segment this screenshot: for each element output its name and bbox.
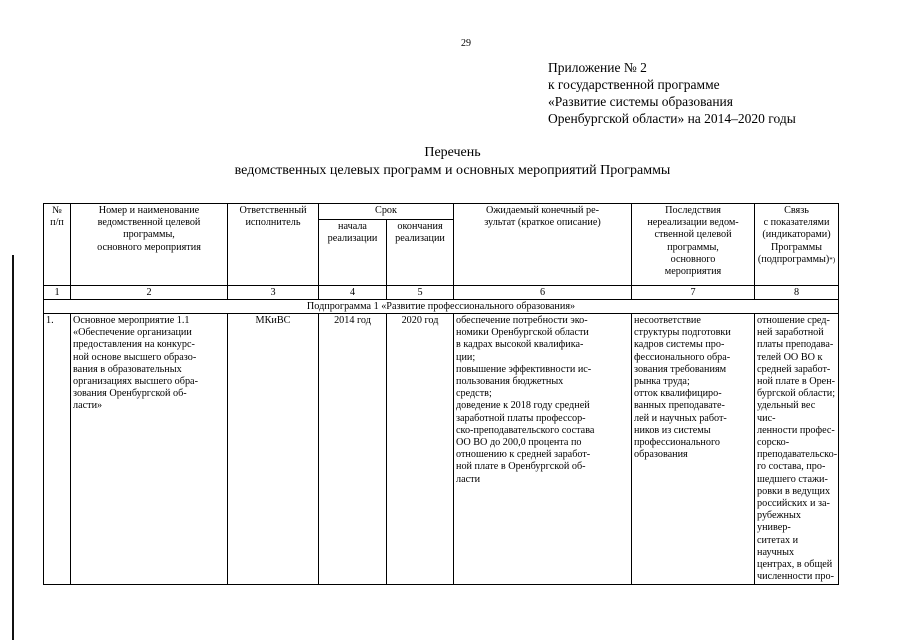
- table-row: [44, 314, 839, 585]
- appendix-line-3: «Развитие системы образования: [548, 94, 733, 109]
- column-number: 6: [454, 286, 632, 300]
- row-number: 1.: [44, 314, 71, 585]
- page-number: 29: [461, 38, 471, 49]
- column-number: 4: [319, 286, 387, 300]
- row-expected-result: обеспечение потребности эко- номики Оренбургской области в кадрах высокой квалифика- ции; повышение эффективности ис- пользования бюджетных средств; доведение к 2018 году средней заработной платы профессор- ско-преподавательского состава ОО ВО до 200,0 процента по отношению к средней заработ- ной плате в Оренбургской об- ласти: [454, 314, 632, 585]
- header-end: окончания реализации: [387, 220, 454, 286]
- header-executor: Ответственный исполнитель: [228, 204, 319, 286]
- header-indicators-footnote: *): [829, 255, 836, 264]
- column-number-row: [44, 286, 839, 300]
- header-start: начала реализации: [319, 220, 387, 286]
- appendix-block: [548, 59, 796, 127]
- subprogram-row: [44, 300, 839, 314]
- table-header-row: [44, 204, 839, 220]
- header-term: Срок: [319, 204, 454, 220]
- column-number: 2: [71, 286, 228, 300]
- header-consequences: Последствия нереализации ведом- ственной целевой программы, основного мероприятия: [632, 204, 755, 286]
- row-executor: МКиВС: [228, 314, 319, 585]
- appendix-line-4: Оренбургской области» на 2014–2020 годы: [548, 111, 796, 126]
- column-number: 1: [44, 286, 71, 300]
- header-number: № п/п: [44, 204, 71, 286]
- subprogram-title: Подпрограмма 1 «Развитие профессионального образования»: [44, 300, 839, 314]
- header-program-name: Номер и наименование ведомственной целевой программы, основного мероприятия: [71, 204, 228, 286]
- programs-table: [43, 203, 839, 585]
- appendix-line-2: к государственной программе: [548, 77, 720, 92]
- column-number: 8: [755, 286, 839, 300]
- page-edge-shadow: [12, 255, 14, 640]
- header-expected-result: Ожидаемый конечный ре- зультат (краткое описание): [454, 204, 632, 286]
- header-indicators: [755, 204, 839, 286]
- column-number: 7: [632, 286, 755, 300]
- row-end: 2020 год: [387, 314, 454, 585]
- column-number: 3: [228, 286, 319, 300]
- row-indicators: отношение сред- ней заработной платы преподава- телей ОО ВО к средней заработ- ной плате в Орен- бургской области; удельный вес чис- ленности профес- сорско- преподавательско- го состава, про- шедшего стажи- ровки в ведущих российских и за- рубежных универ- ситетах и научных центрах, в общей численности про-: [755, 314, 839, 585]
- document-subtitle: ведомственных целевых программ и основных мероприятий Программы: [234, 163, 671, 178]
- header-indicators-text: Связь с показателями (индикаторами) Программы (подпрограммы): [757, 205, 831, 265]
- appendix-line-1: Приложение № 2: [548, 60, 647, 75]
- row-start: 2014 год: [319, 314, 387, 585]
- row-program-name: Основное мероприятие 1.1 «Обеспечение организации предоставления на конкурс- ной основе высшего образо- вания в образовательных организациях высшего обра- зования Оренбургской об- ласти»: [71, 314, 228, 585]
- row-consequences: несоответствие структуры подготовки кадров системы про- фессионального обра- зования требованиям рынка труда; отток квалифициро- ванных преподавате- лей и научных работ- ников из системы профессионального образования: [632, 314, 755, 585]
- document-title: Перечень: [424, 145, 481, 160]
- column-number: 5: [387, 286, 454, 300]
